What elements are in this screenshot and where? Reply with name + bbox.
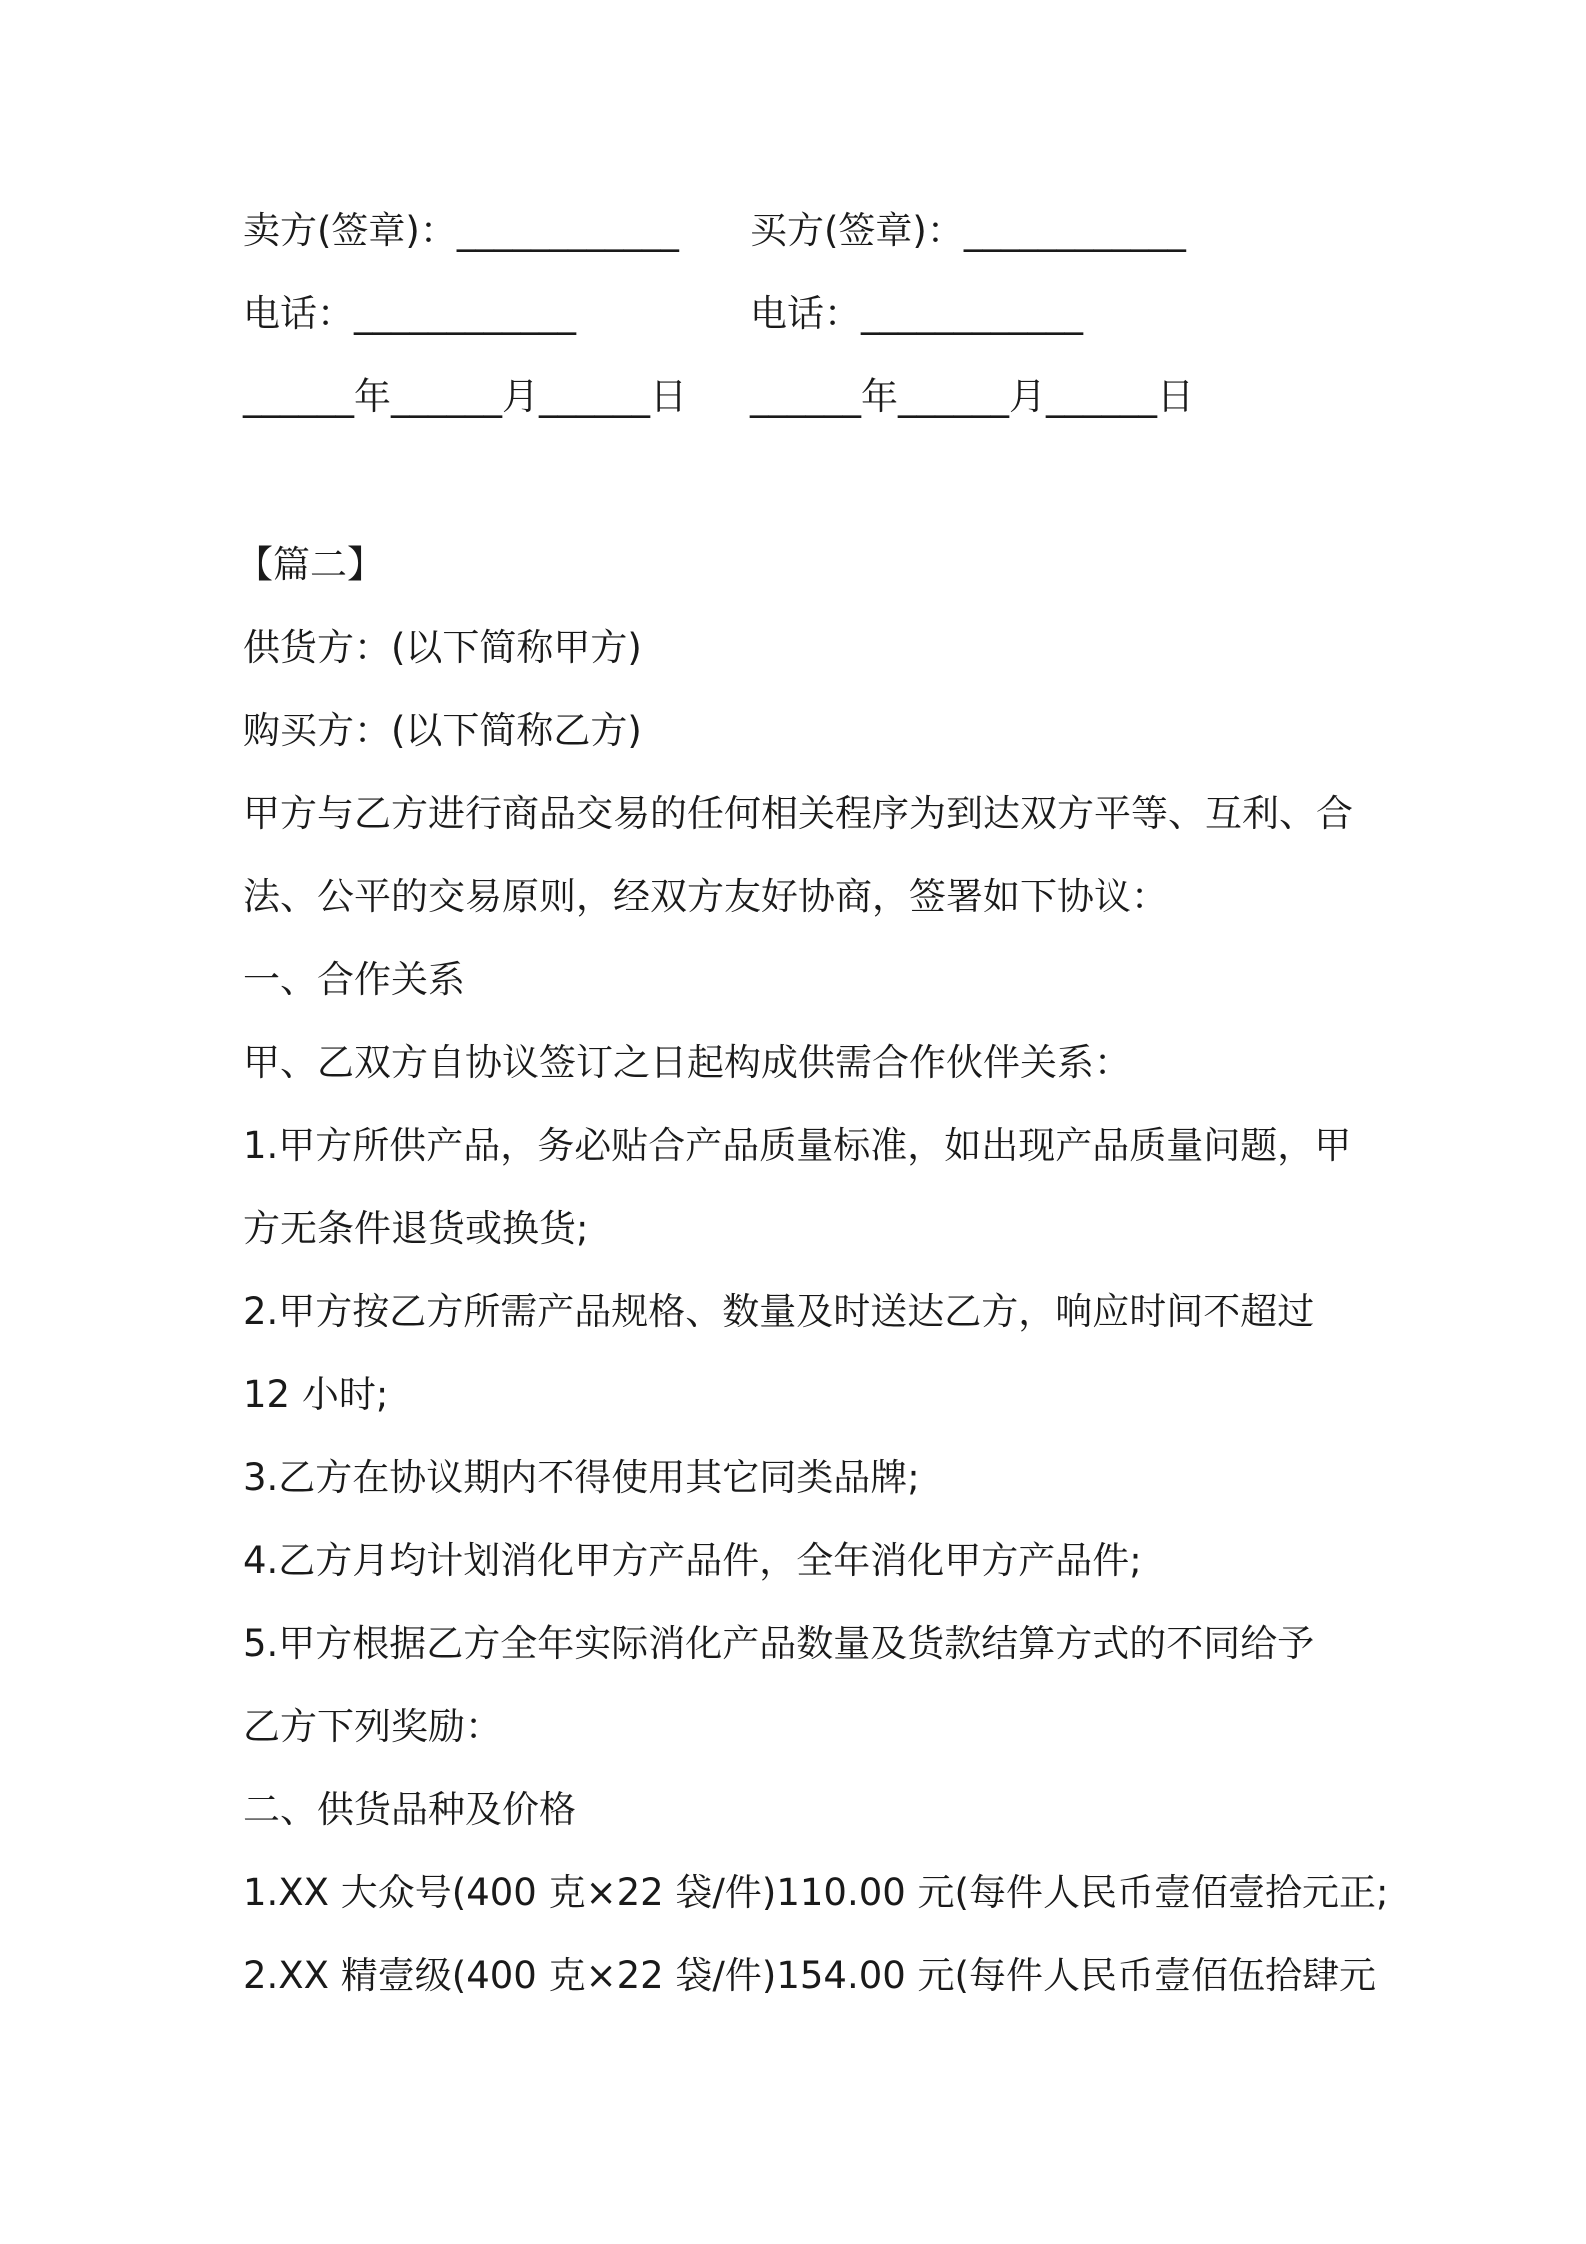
seller-signature-label: 卖方(签章)：____________ [243,209,679,252]
seller-phone-label: 电话：____________ [243,292,576,335]
item-4: 4.乙方月均计划消化甲方产品件，全年消化甲方产品件; [243,1539,1142,1582]
item-2-line-1: 2.甲方按乙方所需产品规格、数量及时送达乙方，响应时间不超过 [243,1290,1315,1333]
supplier-line: 供货方：(以下简称甲方) [243,626,642,669]
buyer-date-line: ______年______月______日 [750,375,1194,418]
preamble-line-1: 甲方与乙方进行商品交易的任何相关程序为到达双方平等、互利、合 [243,792,1353,835]
price-item-1: 1.XX 大众号(400 克×22 袋/件)110.00 元(每件人民币壹佰壹拾元正; [243,1871,1389,1914]
item-1-line-2: 方无条件退货或换货; [243,1207,589,1250]
item-2-line-2: 12 小时; [243,1373,389,1416]
item-3: 3.乙方在协议期内不得使用其它同类品牌; [243,1456,920,1499]
item-5-line-2: 乙方下列奖励： [243,1705,502,1748]
clause-heading-varieties-prices: 二、供货品种及价格 [243,1788,576,1831]
seller-date-line: ______年______月______日 [243,375,687,418]
item-1-line-1: 1.甲方所供产品，务必贴合产品质量标准，如出现产品质量问题，甲 [243,1124,1352,1167]
item-5-line-1: 5.甲方根据乙方全年实际消化产品数量及货款结算方式的不同给予 [243,1622,1315,1665]
cooperation-intro: 甲、乙双方自协议签订之日起构成供需合作伙伴关系： [243,1041,1131,1084]
price-item-2: 2.XX 精壹级(400 克×22 袋/件)154.00 元(每件人民币壹佰伍拾肆元 [243,1954,1376,1997]
buyer-signature-label: 买方(签章)：____________ [750,209,1186,252]
section-heading-part-two: 【篇二】 [236,543,384,586]
purchaser-line: 购买方：(以下简称乙方) [243,709,642,752]
clause-heading-cooperation: 一、合作关系 [243,958,465,1001]
preamble-line-2: 法、公平的交易原则，经双方友好协商，签署如下协议： [243,875,1168,918]
buyer-phone-label: 电话：____________ [750,292,1083,335]
